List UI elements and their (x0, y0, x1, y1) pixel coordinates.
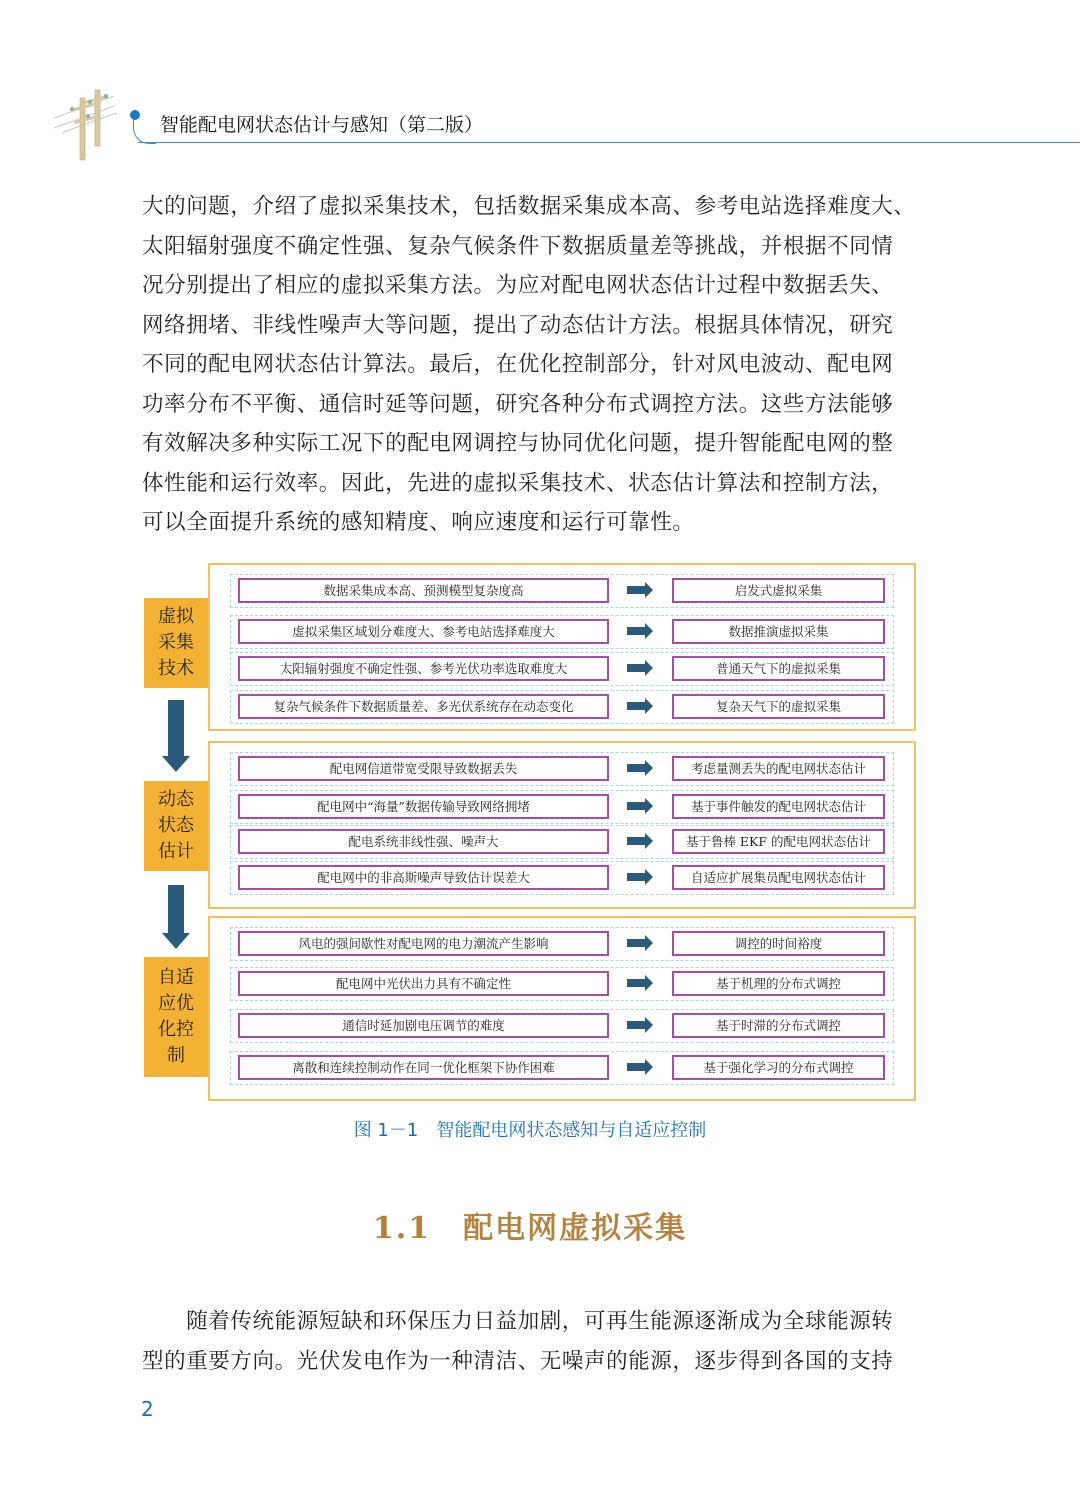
header-curve (133, 116, 156, 144)
right-arrow-icon (627, 586, 645, 594)
right-arrow-icon (627, 627, 645, 635)
body-line: 况分别提出了相应的虚拟采集方法。为应对配电网状态估计过程中数据丢失、 (142, 273, 894, 298)
problem-box: 配电网中光伏出力具有不确定性 (238, 971, 609, 996)
page-number: 2 (141, 1397, 154, 1421)
body-line: 型的重要方向。光伏发电作为一种清洁、无噪声的能源，逐步得到各国的支持 (142, 1349, 894, 1374)
solution-box: 基于机理的分布式调控 (672, 971, 885, 996)
figure-row (230, 652, 894, 686)
problem-box: 复杂气候条件下数据质量差、多光伏系统存在动态变化 (238, 694, 609, 719)
solution-box: 普通天气下的虚拟采集 (672, 656, 885, 681)
body-line: 可以全面提升系统的感知精度、响应速度和运行可靠性。 (142, 510, 695, 535)
body-line: 不同的配电网状态估计算法。最后，在优化控制部分，针对风电波动、配电网 (142, 352, 894, 377)
figure-caption: 图 1－1 智能配电网状态感知与自适应控制 (353, 1120, 707, 1141)
figure-row (230, 574, 894, 608)
figure-row (230, 967, 894, 1001)
problem-box: 配电网中“海量”数据传输导致网络拥堵 (238, 794, 609, 819)
right-arrow-icon (627, 702, 645, 710)
problem-box: 太阳辐射强度不确定性强、参考光伏功率选取难度大 (238, 656, 609, 681)
running-header-title: 智能配电网状态估计与感知（第二版） (160, 114, 484, 136)
right-arrow-icon (627, 802, 645, 810)
body-line: 大的问题，介绍了虚拟采集技术，包括数据采集成本高、参考电站选择难度大、 (142, 194, 916, 219)
figure-group-label: 虚拟采集技术 (144, 598, 208, 688)
figure-row (230, 615, 894, 649)
down-arrow-icon (165, 885, 187, 949)
problem-box: 配电系统非线性强、噪声大 (238, 829, 609, 854)
body-line: 功率分布不平衡、通信时延等问题，研究各种分布式调控方法。这些方法能够 (142, 392, 894, 417)
solution-box: 基于时滞的分布式调控 (672, 1013, 885, 1038)
body-line: 有效解决多种实际工况下的配电网调控与协同优化问题，提升智能配电网的整 (142, 431, 894, 456)
figure-row (230, 690, 894, 724)
solution-box: 自适应扩展集员配电网状态估计 (672, 865, 885, 890)
figure-row (230, 752, 894, 786)
right-arrow-icon (627, 979, 645, 987)
problem-box: 数据采集成本高、预测模型复杂度高 (238, 578, 609, 603)
right-arrow-icon (627, 764, 645, 772)
right-arrow-icon (627, 1063, 645, 1071)
right-arrow-icon (627, 873, 645, 881)
solution-box: 数据推演虚拟采集 (672, 619, 885, 644)
right-arrow-icon (627, 664, 645, 672)
body-line: 太阳辐射强度不确定性强、复杂气候条件下数据质量差等挑战，并根据不同情 (142, 234, 894, 259)
solution-box: 调控的时间裕度 (672, 931, 885, 956)
solution-box: 基于鲁棒 EKF 的配电网状态估计 (672, 829, 885, 854)
figure-row (230, 1051, 894, 1085)
problem-box: 配电网信道带宽受限导致数据丢失 (238, 756, 609, 781)
body-line: 网络拥堵、非线性噪声大等问题，提出了动态估计方法。根据具体情况，研究 (142, 313, 894, 338)
solution-box: 考虑量测丢失的配电网状态估计 (672, 756, 885, 781)
problem-box: 风电的强间歇性对配电网的电力潮流产生影响 (238, 931, 609, 956)
problem-box: 虚拟采集区域划分难度大、参考电站选择难度大 (238, 619, 609, 644)
problem-box: 离散和连续控制动作在同一优化框架下协作困难 (238, 1055, 609, 1080)
problem-box: 配电网中的非高斯噪声导致估计误差大 (238, 865, 609, 890)
problem-box: 通信时延加剧电压调节的难度 (238, 1013, 609, 1038)
solution-box: 基于事件触发的配电网状态估计 (672, 794, 885, 819)
body-line: 体性能和运行效率。因此，先进的虚拟采集技术、状态估计算法和控制方法， (142, 471, 894, 496)
header-rule (138, 142, 1080, 143)
figure-row (230, 927, 894, 961)
figure-row (230, 825, 894, 859)
down-arrow-icon (165, 700, 187, 772)
header-dot-icon (130, 110, 140, 120)
solution-box: 复杂天气下的虚拟采集 (672, 694, 885, 719)
right-arrow-icon (627, 939, 645, 947)
solution-box: 基于强化学习的分布式调控 (672, 1055, 885, 1080)
right-arrow-icon (627, 1021, 645, 1029)
utility-pole-logo-icon (52, 88, 122, 163)
section-heading: 1.1 配电网虚拟采集 (372, 1211, 688, 1246)
figure-group-label: 自适应优化控制 (144, 957, 208, 1077)
figure-row (230, 790, 894, 824)
figure-row (230, 1009, 894, 1043)
figure-group-label: 动态状态估计 (144, 781, 208, 871)
right-arrow-icon (627, 837, 645, 845)
body-line: 随着传统能源短缺和环保压力日益加剧，可再生能源逐渐成为全球能源转 (142, 1309, 894, 1334)
solution-box: 启发式虚拟采集 (672, 578, 885, 603)
figure-row (230, 861, 894, 895)
